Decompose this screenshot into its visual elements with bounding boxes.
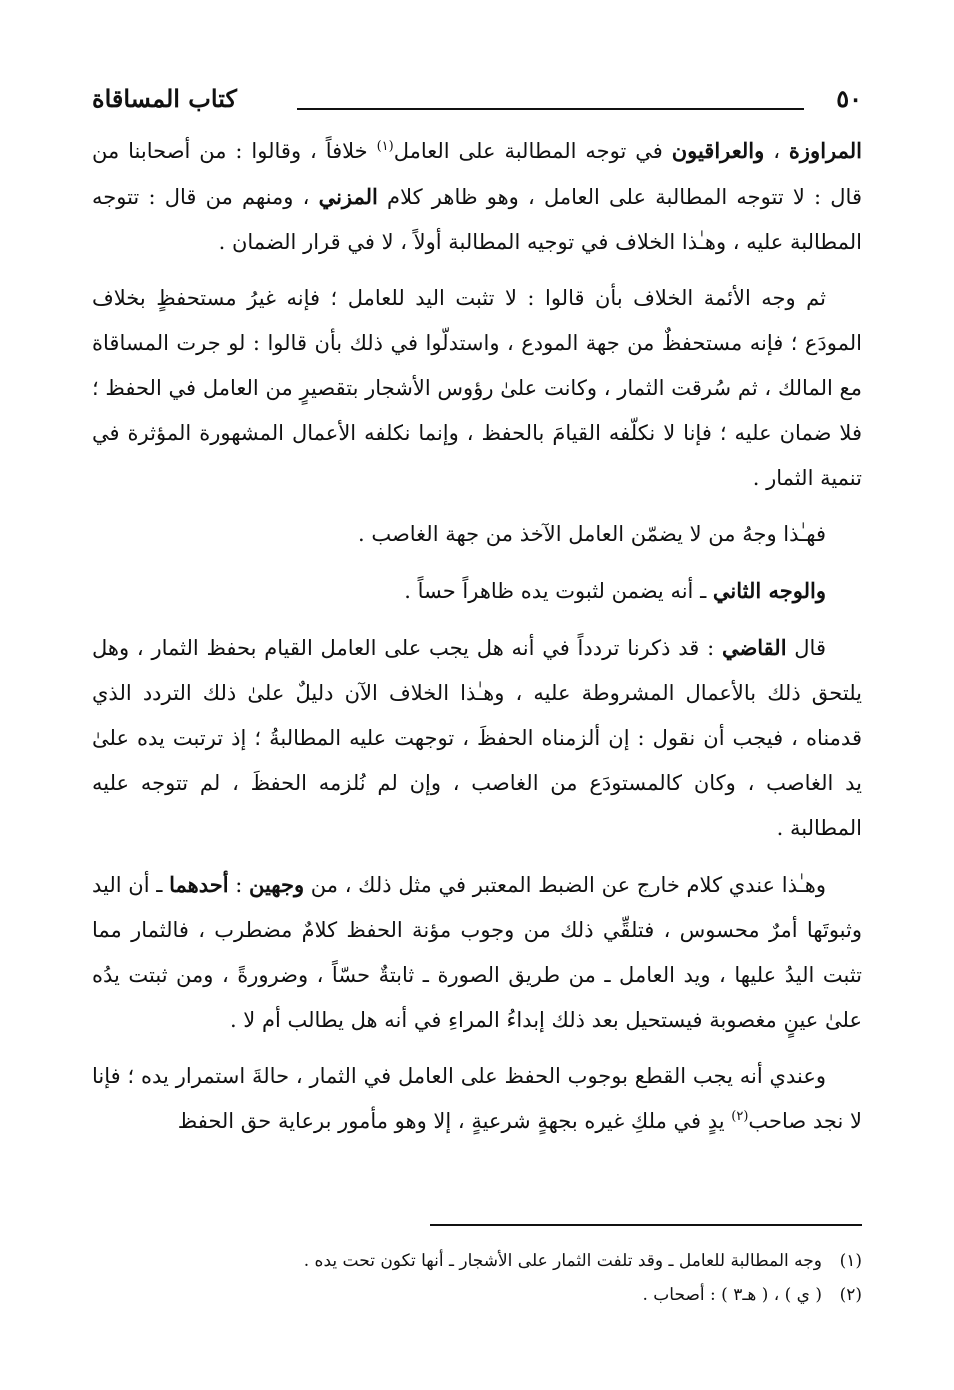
- bold-term: المراوزة: [788, 138, 862, 163]
- footnote-text: وجه المطالبة للعامل ـ وقد تلفت الثمار على الأشجار ـ أنها تكون تحت يده .: [303, 1251, 822, 1271]
- footnote-2: [92, 1278, 862, 1312]
- text-span: خلافاً ، وقالوا : من أصحابنا من قال : لا تتوجه المطالبة على العامل ، وهو ظاهر كلام: [92, 139, 862, 209]
- text-span: ـ أنه يضمن لثبوت يده ظاهراً حساً .: [404, 579, 713, 603]
- text-span: ، ومنهم من قال : تتوجه المطالبة عليه ، وهـٰذا الخلاف في توجيه المطالبة أولاً ، لا في قرار الضمان .: [92, 185, 862, 254]
- paragraph-6: [92, 862, 862, 1043]
- footnote-ref-1[interactable]: (١): [376, 139, 394, 154]
- page-number: ٥٠: [836, 84, 862, 113]
- text-span: وهـٰذا عندي كلام خارج عن الضبط المعتبر في مثل ذلك ، من: [304, 873, 827, 897]
- footnote-ref-2[interactable]: (٢): [731, 1109, 749, 1124]
- main-text: [92, 128, 862, 1155]
- footnotes: [92, 1244, 862, 1312]
- bold-term: والوجه الثاني: [712, 578, 826, 603]
- footnote-number: (١): [839, 1251, 862, 1271]
- text-span: وعندي أنه يجب القطع بوجوب الحفظ على العامل في الثمار ، حالةَ استمرار يده ؛ فإنا لا نجد صاحب: [92, 1064, 862, 1133]
- paragraph-2: ثم وجه الأئمة الخلاف بأن قالوا : لا تثبت اليد للعامل ؛ فإنه غيرُ مستحفظٍ بخلاف المودَع ؛ فإنه مستحفظٌ من جهة المودع ، واستدلّوا في ذلك بأن قالوا : لو جرت المساقاة مع المالك ، ثم سُرقت الثمار ، وكانت علىٰ رؤوس الأشجار بتقصيرٍ من العامل في الحفظ ؛ فلا ضمان عليه ؛ فإنا لا نكلّفه القيامَ بالحفظ ، وإنما نكلفه الأعمال المشهورة المؤثرة في تنمية الثمار .: [92, 286, 862, 490]
- paragraph-5: [92, 625, 862, 851]
- text-span: : قد ذكرنا تردداً في أنه هل يجب على العامل القيام بحفظ الثمار ، وهل يلتحق ذلك بالأعمال المشروطة عليه ، وهـٰذا الخلاف الآن دليلٌ علىٰ ذلك التردد الذي قدمناه ، فيجب أن نقول : إن ألزمناه الحفظَ ، توجهت عليه المطالبةُ ؛ إذ ترتبت يده علىٰ يد الغاصب ، وكان كالمستودَع من الغاصب ، وإن لم نُلزمه الحفظَ ، لم تتوجه عليه المطالبة .: [92, 636, 862, 840]
- footnote-text: ( ي ) ، ( هـ٣ ) : أصحاب .: [642, 1285, 822, 1305]
- footnote-number: (٢): [839, 1285, 862, 1305]
- text-span: ـ أن اليد وثبوتَها أمرٌ محسوس ، فتلقِّي ذلك من وجوب مؤنة الحفظ كلامٌ مضطرب ، فالثمار مما تثبت اليدُ عليها ، ويد العامل ـ من طريق الصورة ـ ثابتةٌ حسّاً ، وضرورةً ، ومن ثبتت يدُه علىٰ عينٍ مغصوبة فيستحيل بعد ذلك إبداءُ المراءِ في أنه هل يطالب أم لا .: [92, 873, 862, 1032]
- bold-term: والعراقيون: [671, 138, 765, 163]
- footnote-1: [92, 1244, 862, 1278]
- text-span: يدٍ في ملكِ غيره بجهةٍ شرعيةٍ ، إلا وهو مأمور برعاية حق الحفظ: [177, 1109, 732, 1133]
- text-span: قال: [786, 636, 826, 660]
- paragraph-4: [92, 568, 862, 614]
- header-rule: [297, 108, 804, 110]
- bold-term: المزني: [318, 184, 378, 209]
- page-header: [92, 80, 862, 120]
- text-span: ،: [764, 139, 789, 163]
- bold-term: وجهين: [248, 872, 305, 897]
- text-span: في توجه المطالبة على العامل: [393, 139, 672, 163]
- paragraph-7: [92, 1054, 862, 1144]
- book-title: كتاب المساقاة: [92, 84, 237, 113]
- text-span: :: [228, 873, 249, 897]
- paragraph-3: فهـٰذا وجهُ من لا يضمّن العامل الآخذ من جهة الغاصب .: [357, 522, 826, 546]
- paragraph-1: [92, 128, 862, 265]
- bold-term: القاضي: [721, 635, 787, 660]
- footnote-rule: [430, 1224, 862, 1226]
- bold-term: أحدهما: [169, 872, 229, 897]
